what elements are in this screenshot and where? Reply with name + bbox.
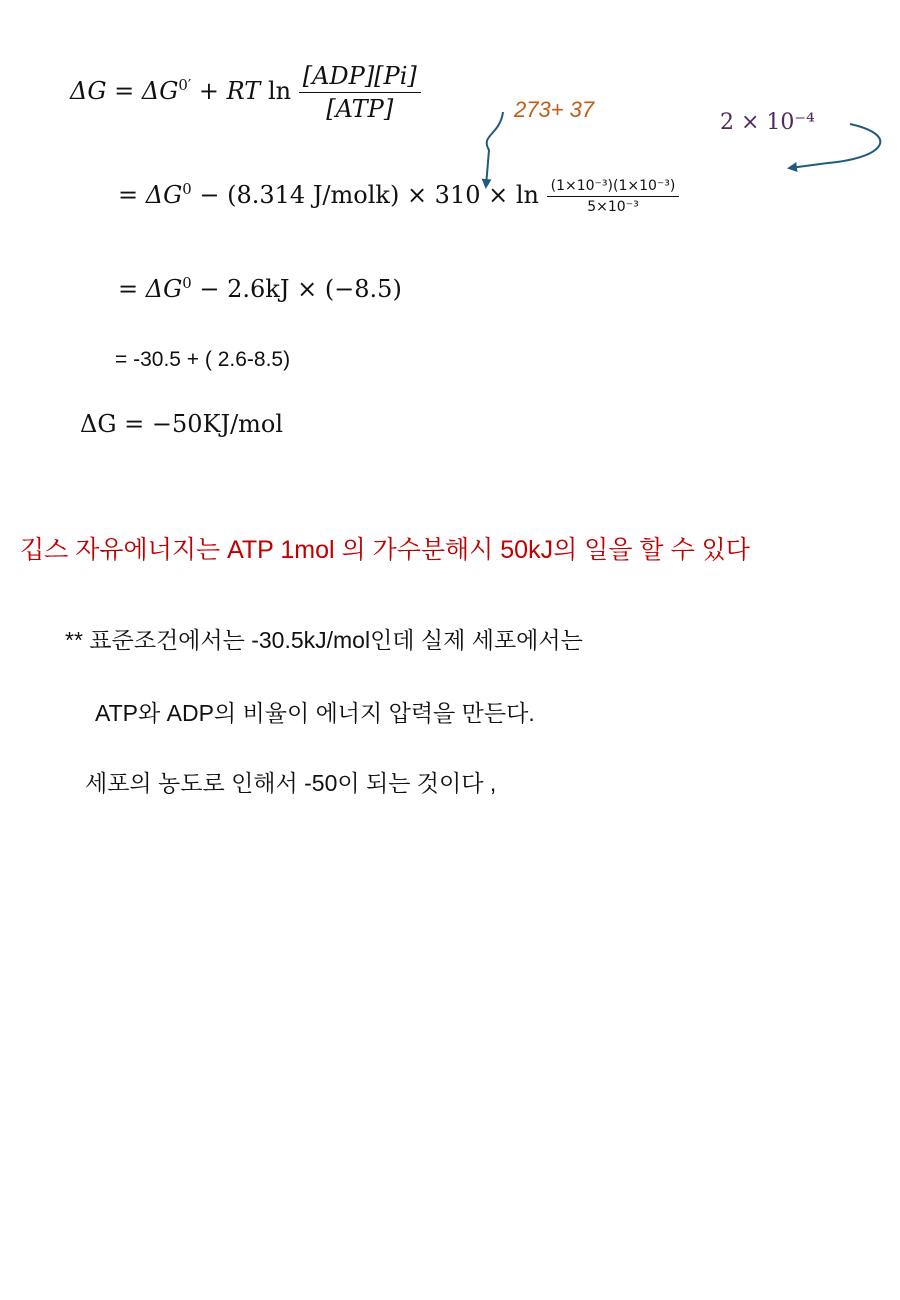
equation-result: ΔG = −50KJ/mol: [80, 410, 284, 438]
rt-term: RT: [226, 77, 261, 105]
delta-g-standard: ΔG: [141, 77, 179, 105]
equals-sign: =: [114, 77, 135, 105]
conclusion-text: 깁스 자유에너지는 ATP 1mol 의 가수분해시 50kJ의 일을 할 수 있다: [20, 536, 750, 564]
annotation-arrows: [0, 0, 900, 300]
fraction-denominator: [ATP]: [326, 95, 394, 123]
note-line-3: 세포의 농도로 인해서 -50이 되는 것이다 ,: [85, 770, 497, 796]
delta-g-standard: ΔG: [145, 181, 183, 209]
plus-sign: +: [198, 77, 220, 105]
delta-g-lhs: ΔG: [70, 77, 107, 105]
ln-operator: ln: [267, 77, 292, 105]
numeric-fraction: [547, 178, 680, 215]
fraction-denominator: 5×10⁻³: [587, 199, 639, 215]
equation-numeric: = -30.5 + ( 2.6-8.5): [115, 348, 291, 371]
substitution-body: − (8.314 J/molk) × 310 × ln: [199, 181, 539, 209]
note-line-1: ** 표준조건에서는 -30.5kJ/mol인데 실제 세포에서는: [65, 627, 583, 653]
curved-arrow-icon: [486, 112, 503, 186]
standard-superscript: 0′: [178, 76, 192, 94]
ratio-annotation: 2 × 10⁻⁴: [720, 110, 815, 135]
standard-superscript: 0: [182, 274, 192, 292]
curved-arrow-icon: [790, 124, 880, 168]
fraction-numerator: (1×10⁻³)(1×10⁻³): [547, 178, 680, 197]
temperature-annotation: 273+ 37: [514, 97, 595, 122]
note-line-2: ATP와 ADP의 비율이 에너지 압력을 만든다.: [95, 700, 535, 726]
fraction-numerator: [ADP][Pi]: [299, 62, 421, 93]
standard-superscript: 0: [182, 180, 192, 198]
evaluated-body: − 2.6kJ × (−8.5): [199, 275, 402, 303]
equation-substitution: [118, 178, 679, 215]
equals-sign: =: [118, 181, 139, 209]
equation-evaluated: [118, 274, 402, 303]
equals-sign: =: [118, 275, 139, 303]
delta-g-standard: ΔG: [145, 275, 183, 303]
